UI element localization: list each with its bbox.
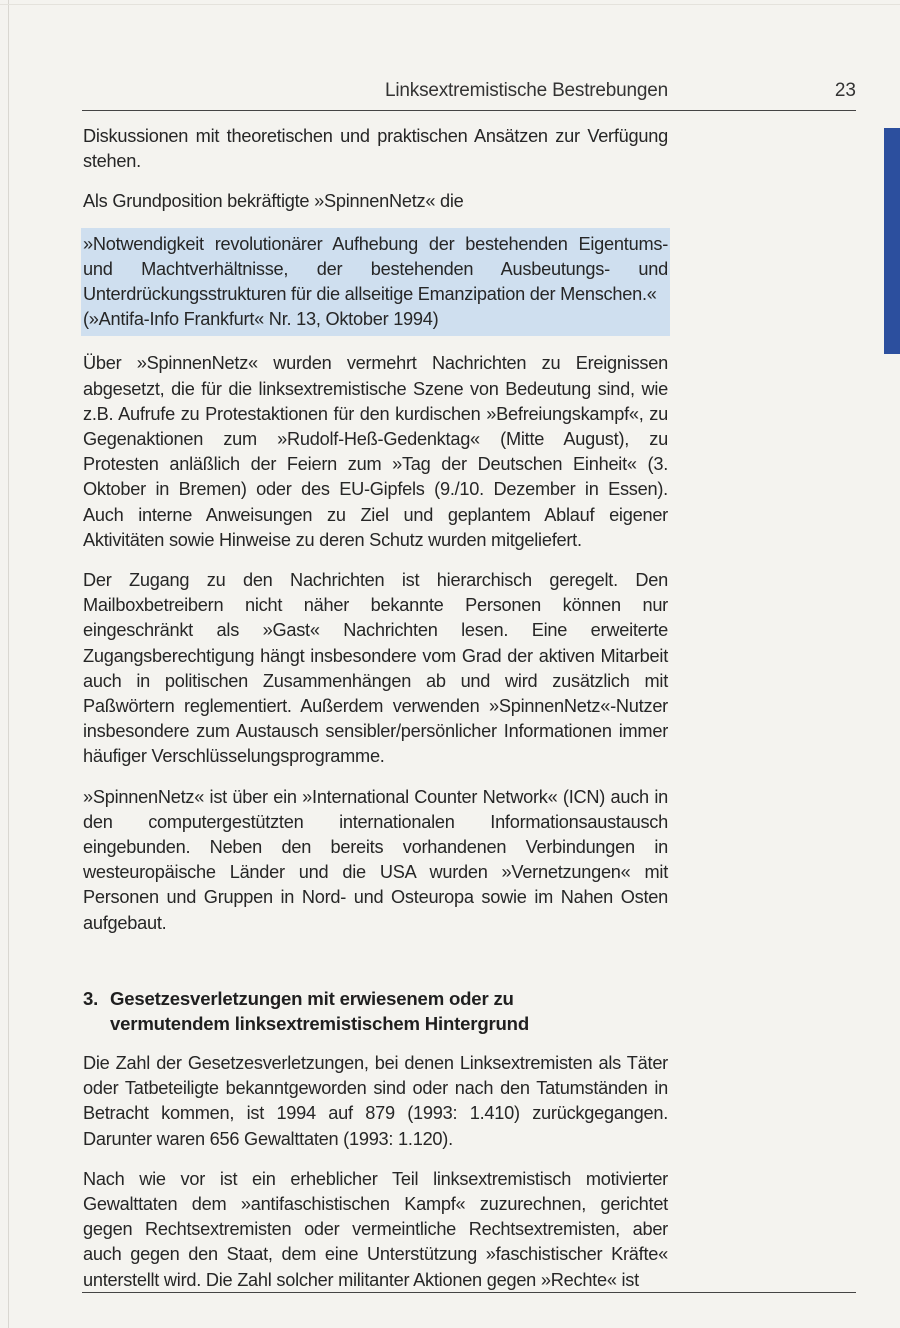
- section-title-line-2: vermutendem linksextremistischem Hintergrund: [110, 1012, 529, 1034]
- paragraph-icn: »SpinnenNetz« ist über ein »International Counter Network« (ICN) auch in den computergestützten internationalen Informationsaustausch eingebunden. Neben den bereits vorhandenen Verbindungen in westeuropäische Länder und die USA wurden »Vernetzungen« mit Personen und Gruppen in Nord- und Osteuropa sowie im Nahen Osten aufgebaut.: [83, 786, 668, 933]
- section-heading: [83, 986, 668, 1036]
- paragraph-zugang: Der Zugang zu den Nachrichten ist hierarchisch geregelt. Den Mailboxbetreibern nicht näher bekannte Personen können nur eingeschränkt als »Gast« Nachrichten lesen. Eine erweiterte Zugangsberechtigung hängt insbesondere vom Grad der aktiven Mitarbeit auch in politischen Zusammenhängen ab und wird zusätzlich mit Paßwörtern reglementiert. Außerdem verwenden »SpinnenNetz«-Nutzer insbesondere zum Austausch sensibler/persönlicher Informationen immer häufiger Verschlüsselungsprogramme.: [83, 570, 668, 767]
- thumb-index-tab: [884, 128, 900, 354]
- paragraph-grundposition: Als Grundposition bekräftigte »SpinnenNetz« die: [83, 191, 464, 212]
- page-edge-top: [0, 4, 900, 5]
- section-number: 3.: [83, 987, 99, 1009]
- paragraph-gesetzesverletzungen: Die Zahl der Gesetzesverletzungen, bei denen Linksextremisten als Täter oder Tatbeteiligte bekanntgeworden sind oder nach den Tatumständen in Betracht kommen, ist 1994 auf 879 (1993: 1.410) zurückgegangen. Darunter waren 656 Gewalttaten (1993: 1.120).: [83, 1052, 668, 1149]
- page-number: 23: [834, 80, 856, 101]
- section-title: [110, 986, 668, 1036]
- footer-rule: [82, 1292, 856, 1293]
- running-header: [82, 78, 856, 111]
- section-title-line-1: Gesetzesverletzungen mit erwiesenem oder zu: [110, 987, 514, 1009]
- header-title: Linksextremistische Bestrebungen: [385, 80, 668, 101]
- paragraph-nachrichten: Über »SpinnenNetz« wurden vermehrt Nachrichten zu Ereignissen abgesetzt, die für die linksextremistische Szene von Bedeutung sind, wie z.B. Aufrufe zu Protestaktionen für den kurdischen »Befreiungskampf«, zu Gegenaktionen zum »Rudolf-Heß-Gedenktag« (Mitte August), zu Protesten anläßlich der Feiern zum »Tag der Deutschen Einheit« (3. Oktober in Bremen) oder des EU-Gipfels (9./10. Dezember in Essen). Auch interne Anweisungen zu Ziel und geplantem Ablauf eigener Aktivitäten sowie Hinweise zu deren Schutz wurden mitgeliefert.: [83, 353, 668, 550]
- highlighted-quote: [81, 228, 670, 337]
- quote-text: »Notwendigkeit revolutionärer Aufhebung der bestehenden Eigentums- und Machtverhältnisse, der bestehenden Ausbeutungs- und Unterdrückungsstrukturen für die allseitige Emanzipation der Menschen.«: [83, 233, 668, 305]
- page-edge: [8, 0, 9, 1328]
- quote-source: (»Antifa-Info Frankfurt« Nr. 13, Oktober 1994): [83, 309, 439, 330]
- paragraph-intro: Diskussionen mit theoretischen und praktischen Ansätzen zur Verfügung stehen.: [83, 126, 668, 172]
- page-body: [83, 124, 668, 1293]
- paragraph-gewalttaten: Nach wie vor ist ein erheblicher Teil linksextremistisch motivierter Gewalttaten dem »antifaschistischen Kampf« zuzurechnen, gerichtet gegen Rechtsextremisten oder vermeintliche Rechtsextremisten, aber auch gegen den Staat, dem eine Unterstützung »faschistischer Kräfte« unterstellt wird. Die Zahl solcher militanter Aktionen gegen »Rechte« ist: [83, 1168, 668, 1290]
